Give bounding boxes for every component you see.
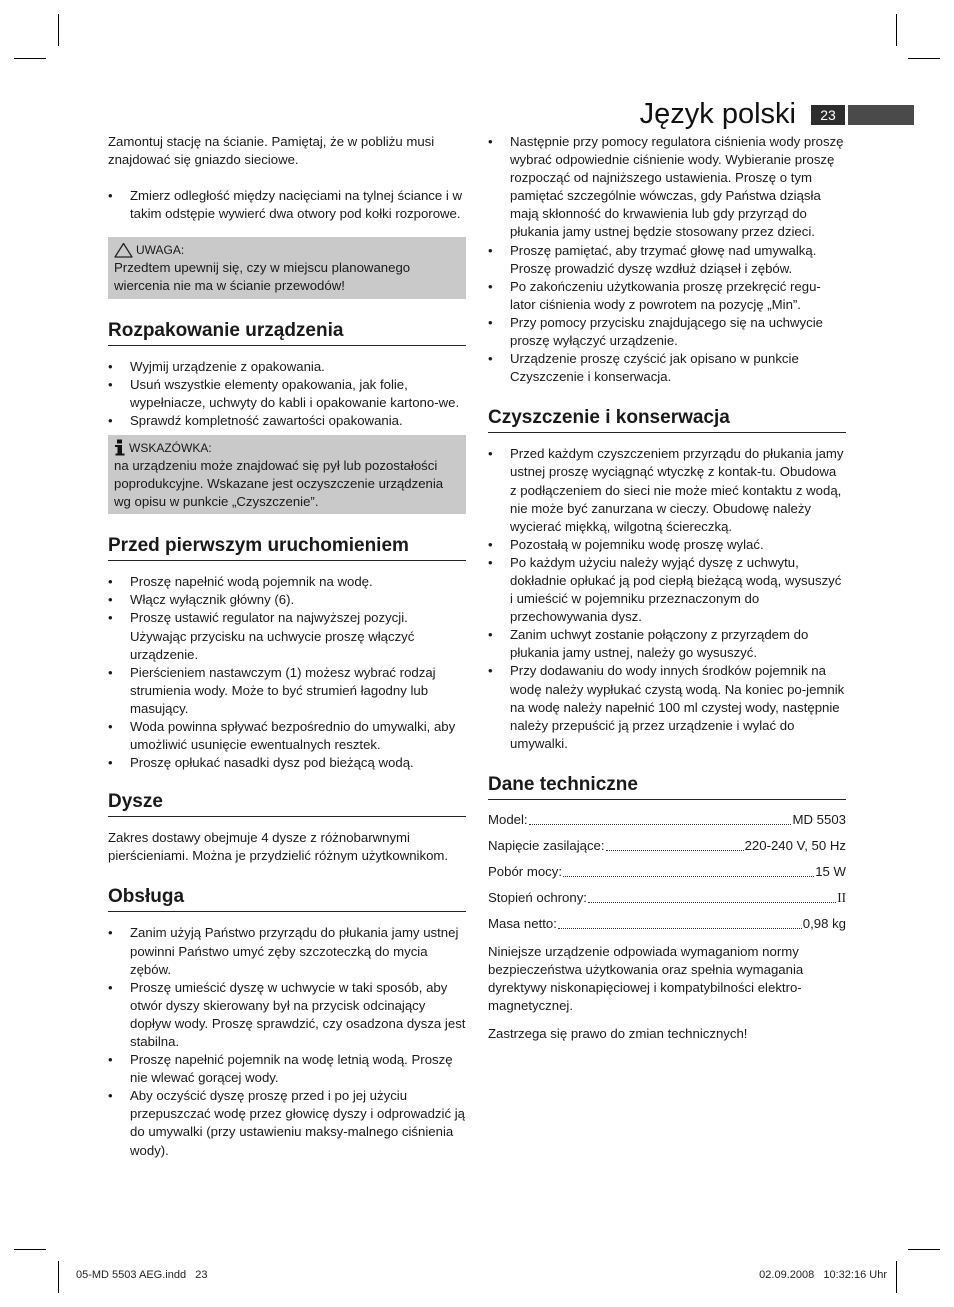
spec-row-net-weight <box>488 907 846 933</box>
spec-leader <box>563 876 814 877</box>
left-column <box>108 133 466 1160</box>
list-item: • Proszę ustawić regulator na najwyższej pozycji. Używając przycisku na uchwycie proszę włączyć urządzenie. <box>108 609 466 663</box>
list-item: • Po każdym użyciu należy wyjąć dyszę z uchwytu, dokładnie opłukać ją pod ciepłą bieżącą wodą, wysuszyć i umieścić w pojemniku przeznaczonym do przechowywania dysz. <box>488 554 846 626</box>
list-item: • Urządzenie proszę czyścić jak opisano w punkcie Czyszczenie i konserwacja. <box>488 350 846 386</box>
section-title-operation: Obsługa <box>108 885 466 912</box>
list-item: • Wyjmij urządzenie z opakowania. <box>108 358 466 376</box>
crop-mark <box>908 58 940 59</box>
list-item: • Zanim uchwyt zostanie połączony z przyrządem do płukania jamy ustnej, należy go wysuszyć. <box>488 626 846 662</box>
section-title-first-use: Przed pierwszym uruchomieniem <box>108 534 466 561</box>
spec-table <box>488 803 846 933</box>
spec-label: Napięcie zasilające: <box>488 837 605 853</box>
spec-value: MD 5503 <box>792 811 846 827</box>
warning-heading <box>114 241 460 259</box>
intro-text: Zamontuj stację na ścianie. Pamiętaj, że w pobliżu musi znajdować się gniazdo sieciowe. <box>108 134 435 168</box>
list-item: • Przy dodawaniu do wody innych środków pojemnik na wodę należy wypłukać czystą wodą. Na koniec po-jemnik na wodę należy napełnić 100 ml czystej wody, następnie należy przepuścić ją przez urządzenie i wylać do umywalki. <box>488 662 846 752</box>
footer-timestamp: 02.09.2008 10:32:16 Uhr <box>759 1269 887 1281</box>
hint-text: na urządzeniu może znajdować się pył lub pozostałości poprodukcyjne. Wskazane jest oczyszczenie urządzenia wg opisu w punkcie „Czyszczenie”. <box>114 457 444 510</box>
hint-title: WSKAZÓWKA: <box>129 440 212 455</box>
section-title-cleaning: Czyszczenie i konserwacja <box>488 406 846 433</box>
spec-leader <box>606 850 744 851</box>
spec-value: 15 W <box>815 863 846 879</box>
nozzles-text: Zakres dostawy obejmuje 4 dysze z różnobarwnymi pierścieniami. Można je przydzielić różnym użytkownikom. <box>108 830 449 864</box>
spec-row-power <box>488 855 846 881</box>
list-item: • Usuń wszystkie elementy opakowania, jak folie, wypełniacze, uchwyty do kabli i opakowanie kartono-we. <box>108 376 466 412</box>
spec-value: II <box>837 889 846 905</box>
crop-mark <box>896 1261 897 1293</box>
hint-box <box>108 435 466 514</box>
header-bar <box>848 105 914 125</box>
crop-mark <box>896 14 897 46</box>
list-item: • Sprawdź kompletność zawartości opakowania. <box>108 412 466 430</box>
crop-mark <box>908 1249 940 1250</box>
list-item: • Następnie przy pomocy regulatora ciśnienia wody proszę wybrać odpowiednie ciśnienie wody. Wybieranie proszę rozpocząć od najniższego ustawienia. Proszę o tym pamiętać szczególnie wówczas, gdy Państwa dziąsła mają skłonność do krwawienia lub gdy przyrząd do płukania jamy ustnej będzie stosowany przez dzieci. <box>488 133 846 242</box>
spec-row-model <box>488 803 846 829</box>
list-item: • Proszę napełnić wodą pojemnik na wodę. <box>108 573 466 591</box>
spec-label: Stopień ochrony: <box>488 889 587 905</box>
list-item: • Pozostałą w pojemniku wodę proszę wylać. <box>488 536 846 554</box>
spec-value: 220-240 V, 50 Hz <box>744 837 846 853</box>
section-title-unpacking: Rozpakowanie urządzenia <box>108 319 466 346</box>
crop-mark <box>58 14 59 46</box>
operation-list <box>108 924 466 1159</box>
spec-leader <box>529 824 792 825</box>
spec-leader <box>558 928 802 929</box>
warning-title: UWAGA: <box>136 243 185 258</box>
list-item: • Zanim użyją Państwo przyrządu do płukania jamy ustnej powinni Państwo umyć zęby szczoteczką do mycia zębów. <box>108 924 466 978</box>
hint-heading <box>114 439 460 457</box>
intro-bullets <box>108 187 466 223</box>
list-item: • Po zakończeniu użytkowania proszę przekręcić regu-lator ciśnienia wody z powrotem na pozycję „Min”. <box>488 278 846 314</box>
spec-value: 0,98 kg <box>802 915 846 931</box>
unpacking-list <box>108 358 466 430</box>
first-use-list <box>108 573 466 772</box>
section-title-nozzles: Dysze <box>108 790 466 817</box>
language-title: Język polski <box>639 98 796 130</box>
list-item: • Proszę napełnić pojemnik na wodę letnią wodą. Proszę nie wlewać gorącej wody. <box>108 1051 466 1087</box>
warning-triangle-icon <box>114 242 133 258</box>
crop-mark <box>58 1261 59 1293</box>
list-item: • Proszę pamiętać, aby trzymać głowę nad umywalką. Proszę prowadzić dyszę wzdłuż dziąseł i zębów. <box>488 242 846 278</box>
spec-label: Masa netto: <box>488 915 557 931</box>
list-item: • Zmierz odległość między nacięciami na tylnej ściance i w takim odstępie wywierć dwa otwory pod kołki rozporowe. <box>108 187 466 223</box>
list-item: • Woda powinna spływać bezpośrednio do umywalki, aby umożliwić usunięcie ewentualnych resztek. <box>108 718 466 754</box>
list-item: • Pierścieniem nastawczym (1) możesz wybrać rodzaj strumienia wody. Może to być strumień łagodny lub masujący. <box>108 664 466 718</box>
spec-label: Model: <box>488 811 528 827</box>
spec-label: Pobór mocy: <box>488 863 563 879</box>
right-column <box>488 133 846 1043</box>
conformity-text: Niniejsze urządzenie odpowiada wymaganiom normy bezpieczeństwa użytkowania oraz spełnia wymagania dyrektywy niskonapięciowej i kompatybilności elektro-magnetycznej. <box>488 943 804 1014</box>
list-item: • Aby oczyścić dyszę proszę przed i po jej użyciu przepuszczać wodę przez głowicę dyszy i odprowadzić ją do umywalki (przy ustawieniu maksy-malnego ciśnienia wody). <box>108 1087 466 1159</box>
list-item: • Proszę opłukać nasadki dysz pod bieżącą wodą. <box>108 754 466 772</box>
list-item: • Przy pomocy przycisku znajdującego się na uchwycie proszę wyłączyć urządzenie. <box>488 314 846 350</box>
page-number: 23 <box>811 105 845 125</box>
crop-mark <box>14 1249 46 1250</box>
footer-file-info: 05-MD 5503 AEG.indd 23 <box>76 1269 208 1281</box>
spec-row-voltage <box>488 829 846 855</box>
spec-leader <box>588 902 836 903</box>
spec-row-protection-class <box>488 881 846 907</box>
reservation-text: Zastrzega się prawo do zmian technicznych! <box>488 1026 748 1042</box>
list-item: • Przed każdym czyszczeniem przyrządu do płukania jamy ustnej proszę wyciągnąć wtyczkę z kontak-tu. Obudowa z podłączeniem do sieci nie może mieć kontaktu z wodą, nie może być zanurzana w cieczy. Obudowę należy wycierać miękką, wilgotną ściereczką. <box>488 445 846 535</box>
operation-continued-list <box>488 133 846 386</box>
list-item: • Włącz wyłącznik główny (6). <box>108 591 466 609</box>
section-title-technical: Dane techniczne <box>488 773 846 800</box>
list-item: • Proszę umieścić dyszę w uchwycie w taki sposób, aby otwór dyszy skierowany był na przycisk odcinający dopływ wody. Proszę sprawdzić, czy osadzona dysza jest stabilna. <box>108 979 466 1051</box>
info-icon <box>114 439 126 456</box>
cleaning-list <box>488 445 846 753</box>
warning-box <box>108 237 466 298</box>
warning-text: Przedtem upewnij się, czy w miejscu planowanego wiercenia nie ma w ścianie przewodów! <box>114 260 411 294</box>
crop-mark <box>14 58 46 59</box>
